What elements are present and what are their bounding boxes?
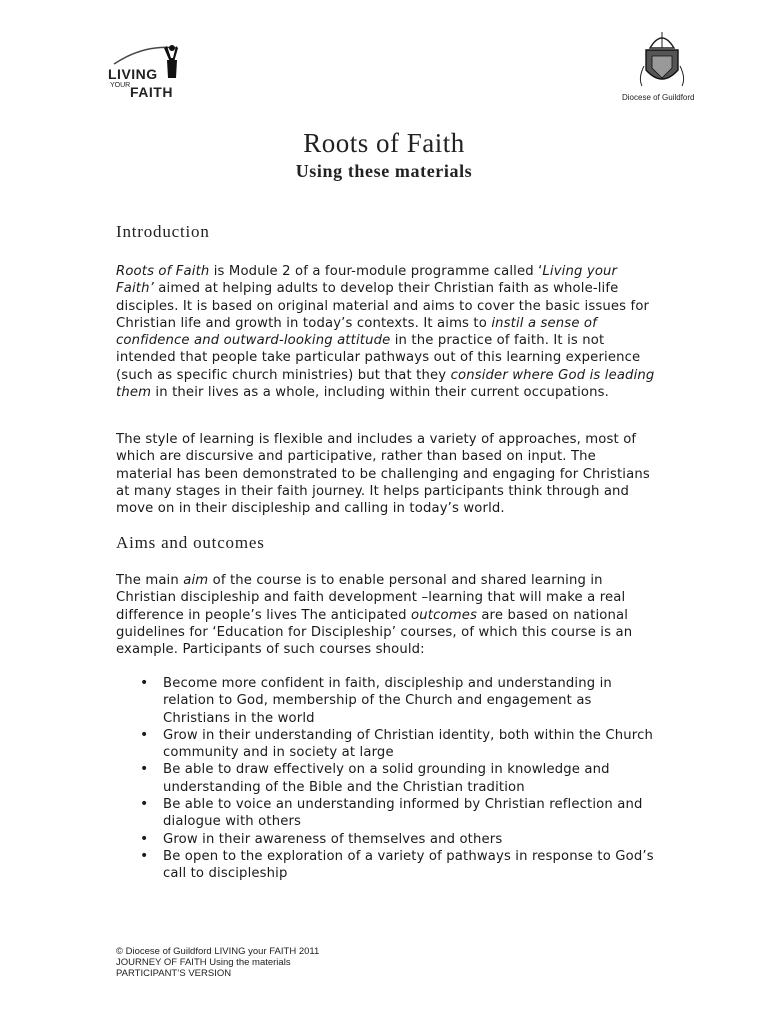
text-aim: aim: [183, 573, 209, 588]
text-segment: The main: [116, 573, 184, 588]
outcomes-list: [116, 675, 656, 883]
introduction-heading: Introduction: [116, 222, 210, 241]
footer-copyright: © Diocese of Guildford LIVING your FAITH 2011: [116, 946, 320, 957]
text-emphasis: consider where God is leading them: [116, 367, 655, 401]
living-your-faith-logo: [104, 40, 214, 108]
aims-paragraph: [116, 572, 656, 658]
logo-word-your: YOUR: [110, 82, 131, 89]
list-item: • Be open to the exploration of a variety of pathways in response to God’s call to discipleship: [116, 848, 656, 883]
text-living-your-faith: Living your Faith’: [116, 264, 618, 297]
mitre-shield-icon: [632, 26, 692, 90]
page-subtitle: Using these materials: [295, 161, 473, 181]
introduction-paragraph-1: [116, 263, 656, 401]
text-roots-of-faith: Roots of Faith: [116, 264, 210, 279]
footer-version: PARTICIPANT’S VERSION: [116, 968, 232, 979]
diocese-crest-logo: [618, 26, 702, 106]
page-footer: [116, 946, 319, 979]
text-outcomes: outcomes: [411, 607, 477, 623]
logo-word-living: LIVING: [108, 66, 158, 82]
list-item: • Become more confident in faith, discipleship and understanding in relation to God, membership of the Church and engagement as Christians in the world: [116, 675, 656, 727]
text-segment: in their lives as a whole, including within their current occupations.: [151, 385, 609, 401]
diocese-caption: Diocese of Guildford: [622, 93, 695, 102]
introduction-paragraph-2: The style of learning is flexible and includes a variety of approaches, most of which are discursive and participative, rather than based on input. The material has been demonstrated to be challenging and engaging for Christians at many stages in their faith journey. It helps participants think through and move on in their discipleship and calling in today’s world.: [116, 432, 650, 517]
list-item: • Be able to voice an understanding informed by Christian reflection and dialogue with others: [116, 796, 656, 831]
list-item: • Grow in their understanding of Christian identity, both within the Church community and in society at large: [116, 727, 656, 762]
list-item: • Grow in their awareness of themselves and others: [116, 831, 656, 848]
text-segment: aimed at helping adults to develop their Christian faith as whole-life disciples. It is based on original material and aims to cover the basic issues for Christian life and growth in today’s contexts. It aims to: [116, 281, 650, 331]
text-segment: is Module 2 of a four-module programme called ‘: [209, 264, 543, 279]
text-segment: of the course is to enable personal and shared learning in Christian discipleship and faith development –learning that will make a real difference in people’s lives The anticipated: [116, 573, 626, 623]
text-segment: are based on national guidelines for ‘Education for Discipleship’ courses, of which this course is an example. Participants of such courses should:: [116, 607, 633, 658]
page-title: Roots of Faith: [303, 128, 465, 158]
text-emphasis: instil a sense of confidence and outward-looking attitude: [116, 315, 597, 349]
footer-document-name: JOURNEY OF FAITH Using the materials: [116, 957, 291, 968]
text-segment: in the practice of faith. It is not intended that people take particular pathways out of this learning experience (such as specific church ministries) but that they: [116, 333, 641, 383]
aims-heading: Aims and outcomes: [116, 533, 265, 552]
logo-word-faith: FAITH: [130, 84, 173, 100]
list-item: • Be able to draw effectively on a solid grounding in knowledge and understanding of the Bible and the Christian tradition: [116, 761, 656, 796]
